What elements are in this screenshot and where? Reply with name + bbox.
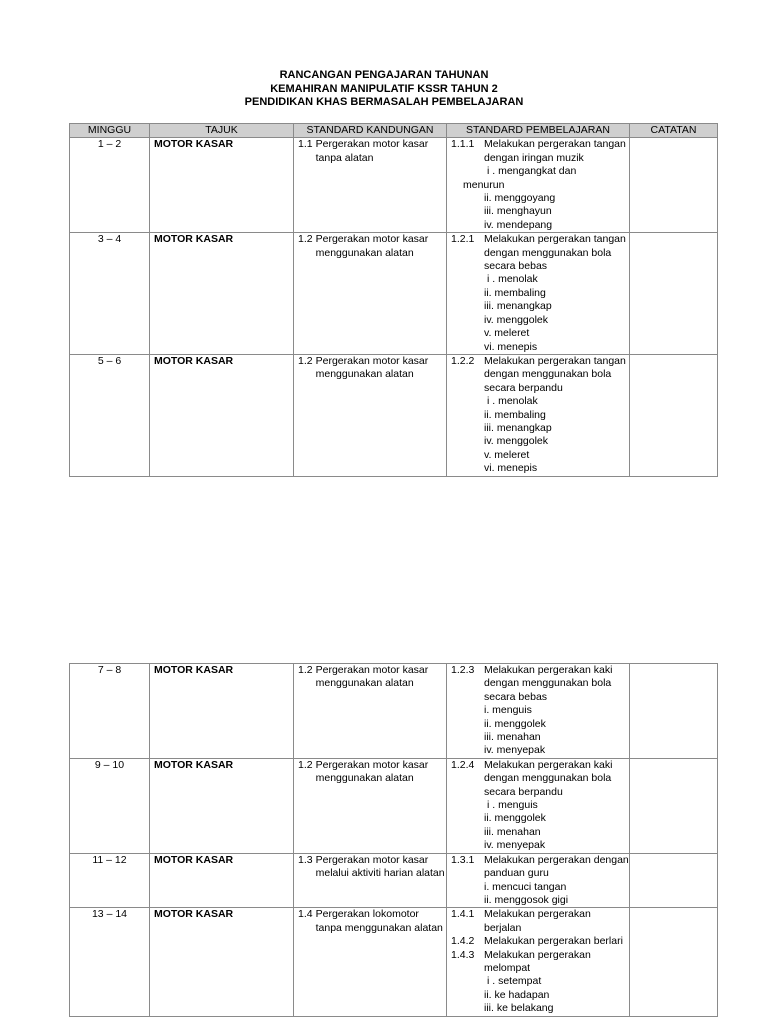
catatan-cell xyxy=(630,758,718,853)
activity-item: vi. menepis xyxy=(484,340,538,353)
standard-pembelajaran-cell xyxy=(447,233,630,355)
standard-kandungan-number: 1.1 xyxy=(298,138,313,151)
standard-pembelajaran-text: Melakukan pergerakan kaki dengan menggunakan bola secara berpandu xyxy=(484,758,613,798)
minggu-cell: 7 – 8 xyxy=(70,664,150,759)
standard-pembelajaran-number: 1.4.1 xyxy=(451,908,475,921)
standard-kandungan-cell xyxy=(294,664,447,759)
activity-item: iv. menggolek xyxy=(484,435,549,448)
activity-item: v. meleret xyxy=(484,448,530,461)
document-title xyxy=(0,69,768,110)
standard-kandungan-number: 1.2 xyxy=(298,233,313,246)
title-line-3: PENDIDIKAN KHAS BERMASALAH PEMBELAJARAN xyxy=(244,96,524,108)
standard-pembelajaran-text: Melakukan pergerakan tangan dengan menggunakan bola secara berpandu xyxy=(484,354,626,394)
standard-kandungan-entry xyxy=(298,355,446,382)
table-row xyxy=(70,138,718,233)
activity-item: ii. menggolek xyxy=(484,812,546,825)
standard-kandungan-cell xyxy=(294,758,447,853)
standard-pembelajaran-entry xyxy=(451,949,629,976)
catatan-cell xyxy=(630,233,718,355)
standard-kandungan-text: Pergerakan motor kasar tanpa alatan xyxy=(315,138,429,164)
header-standard-kandungan: STANDARD KANDUNGAN xyxy=(294,124,447,138)
lesson-plan-table-page-1 xyxy=(69,123,718,477)
table-header-row xyxy=(70,124,718,138)
standard-kandungan-cell xyxy=(294,138,447,233)
standard-kandungan-text: Pergerakan motor kasar menggunakan alatan xyxy=(315,233,429,259)
standard-pembelajaran-entry xyxy=(451,759,629,799)
activity-item: iii. menahan xyxy=(484,825,541,838)
activity-item: menurun xyxy=(463,178,505,191)
standard-pembelajaran-entry xyxy=(451,935,629,948)
catatan-cell xyxy=(630,908,718,1016)
header-standard-pembelajaran: STANDARD PEMBELAJARAN xyxy=(447,124,630,138)
minggu-cell: 11 – 12 xyxy=(70,853,150,908)
standard-pembelajaran-text: Melakukan pergerakan berjalan xyxy=(484,908,591,934)
standard-pembelajaran-text: Melakukan pergerakan kaki dengan menggunakan bola secara bebas xyxy=(484,664,613,703)
minggu-cell: 1 – 2 xyxy=(70,138,150,233)
standard-kandungan-number: 1.2 xyxy=(298,758,313,771)
activity-item: iii. menangkap xyxy=(484,300,552,313)
activity-item: iii. menahan xyxy=(484,731,541,744)
standard-pembelajaran-cell xyxy=(447,908,630,1016)
tajuk-cell: MOTOR KASAR xyxy=(150,138,294,233)
table-row xyxy=(70,233,718,355)
standard-pembelajaran-number: 1.4.2 xyxy=(451,935,475,948)
standard-pembelajaran-text: Melakukan pergerakan melompat xyxy=(484,948,591,974)
table-row xyxy=(70,908,718,1016)
standard-pembelajaran-number: 1.2.1 xyxy=(451,233,475,246)
activity-item: ii. membaling xyxy=(484,408,546,421)
standard-pembelajaran-number: 1.2.4 xyxy=(451,758,475,771)
standard-kandungan-cell xyxy=(294,354,447,476)
standard-pembelajaran-number: 1.4.3 xyxy=(451,948,475,961)
table-row xyxy=(70,758,718,853)
activity-item: ii. menggoyang xyxy=(484,192,556,205)
activity-item: v. meleret xyxy=(484,327,530,340)
standard-pembelajaran-entry xyxy=(451,355,629,395)
activity-item: i . menguis xyxy=(487,799,538,812)
tajuk-cell: MOTOR KASAR xyxy=(150,758,294,853)
activity-item: ii. menggolek xyxy=(484,717,546,730)
catatan-cell xyxy=(630,664,718,759)
standard-kandungan-text: Pergerakan motor kasar menggunakan alatan xyxy=(315,354,429,381)
standard-kandungan-entry xyxy=(298,854,446,881)
title-line-1: RANCANGAN PENGAJARAN TAHUNAN xyxy=(279,69,489,81)
standard-pembelajaran-entry xyxy=(451,138,629,165)
tajuk-cell: MOTOR KASAR xyxy=(150,853,294,908)
standard-pembelajaran-cell xyxy=(447,758,630,853)
minggu-cell: 3 – 4 xyxy=(70,233,150,355)
minggu-cell: 5 – 6 xyxy=(70,354,150,476)
standard-kandungan-text: Pergerakan motor kasar menggunakan alatan xyxy=(315,664,429,690)
activity-item: i. mencuci tangan xyxy=(484,880,567,893)
standard-kandungan-text: Pergerakan motor kasar melalui aktiviti harian alatan xyxy=(315,853,445,880)
activity-item: ii. menggosok gigi xyxy=(484,893,569,906)
standard-pembelajaran-text: Melakukan pergerakan dengan panduan guru xyxy=(484,853,629,880)
header-tajuk: TAJUK xyxy=(150,124,294,138)
activity-item: i. menguis xyxy=(484,704,532,717)
catatan-cell xyxy=(630,138,718,233)
standard-kandungan-text: Pergerakan lokomotor tanpa menggunakan alatan xyxy=(315,908,443,934)
activity-item: i . setempat xyxy=(487,975,542,988)
activity-item: iv. menyepak xyxy=(484,839,546,852)
standard-pembelajaran-entry xyxy=(451,854,629,881)
activity-item: iv. menyepak xyxy=(484,744,546,757)
header-minggu: MINGGU xyxy=(70,124,150,138)
table-row xyxy=(70,354,718,476)
activity-item: vi. menepis xyxy=(484,462,538,475)
activity-item: iii. menghayun xyxy=(484,205,552,218)
standard-pembelajaran-entry xyxy=(451,664,629,704)
activity-item: iii. ke belakang xyxy=(484,1002,554,1015)
tajuk-cell: MOTOR KASAR xyxy=(150,233,294,355)
title-line-2: KEMAHIRAN MANIPULATIF KSSR TAHUN 2 xyxy=(270,82,498,95)
tajuk-cell: MOTOR KASAR xyxy=(150,908,294,1016)
lesson-plan-table-page-2 xyxy=(69,663,718,1017)
standard-pembelajaran-cell xyxy=(447,853,630,908)
standard-kandungan-cell xyxy=(294,908,447,1016)
standard-pembelajaran-cell xyxy=(447,138,630,233)
tajuk-cell: MOTOR KASAR xyxy=(150,664,294,759)
table-row xyxy=(70,853,718,908)
standard-pembelajaran-number: 1.3.1 xyxy=(451,853,475,866)
catatan-cell xyxy=(630,354,718,476)
standard-pembelajaran-number: 1.1.1 xyxy=(451,138,475,151)
standard-pembelajaran-text: Melakukan pergerakan tangan dengan menggunakan bola secara bebas xyxy=(484,233,626,273)
standard-kandungan-entry xyxy=(298,759,446,786)
tajuk-cell: MOTOR KASAR xyxy=(150,354,294,476)
activity-item: ii. ke hadapan xyxy=(484,988,550,1001)
header-catatan: CATATAN xyxy=(630,124,718,138)
standard-pembelajaran-entry xyxy=(451,233,629,273)
standard-pembelajaran-cell xyxy=(447,664,630,759)
standard-kandungan-entry xyxy=(298,138,446,165)
standard-pembelajaran-cell xyxy=(447,354,630,476)
standard-kandungan-number: 1.3 xyxy=(298,853,313,866)
table-row xyxy=(70,664,718,759)
standard-pembelajaran-text: Melakukan pergerakan berlari xyxy=(484,935,623,948)
standard-kandungan-entry xyxy=(298,664,446,691)
standard-kandungan-entry xyxy=(298,908,446,935)
activity-item: iii. menangkap xyxy=(484,421,552,434)
standard-kandungan-cell xyxy=(294,233,447,355)
activity-item: i . menolak xyxy=(487,395,538,408)
standard-pembelajaran-number: 1.2.2 xyxy=(451,354,475,367)
minggu-cell: 13 – 14 xyxy=(70,908,150,1016)
standard-kandungan-number: 1.2 xyxy=(298,664,313,676)
minggu-cell: 9 – 10 xyxy=(70,758,150,853)
activity-item: iv. mendepang xyxy=(484,218,553,231)
activity-item: iv. menggolek xyxy=(484,313,549,326)
activity-item: ii. membaling xyxy=(484,286,546,299)
standard-kandungan-cell xyxy=(294,853,447,908)
catatan-cell xyxy=(630,853,718,908)
standard-kandungan-text: Pergerakan motor kasar menggunakan alatan xyxy=(315,758,429,785)
standard-pembelajaran-number: 1.2.3 xyxy=(451,664,475,676)
activity-item: i . mengangkat dan xyxy=(487,165,577,178)
standard-pembelajaran-text: Melakukan pergerakan tangan dengan iringan muzik xyxy=(484,138,626,164)
standard-kandungan-entry xyxy=(298,233,446,260)
standard-kandungan-number: 1.2 xyxy=(298,354,313,367)
activity-item: i . menolak xyxy=(487,273,538,286)
standard-kandungan-number: 1.4 xyxy=(298,908,313,921)
standard-pembelajaran-entry xyxy=(451,908,629,935)
